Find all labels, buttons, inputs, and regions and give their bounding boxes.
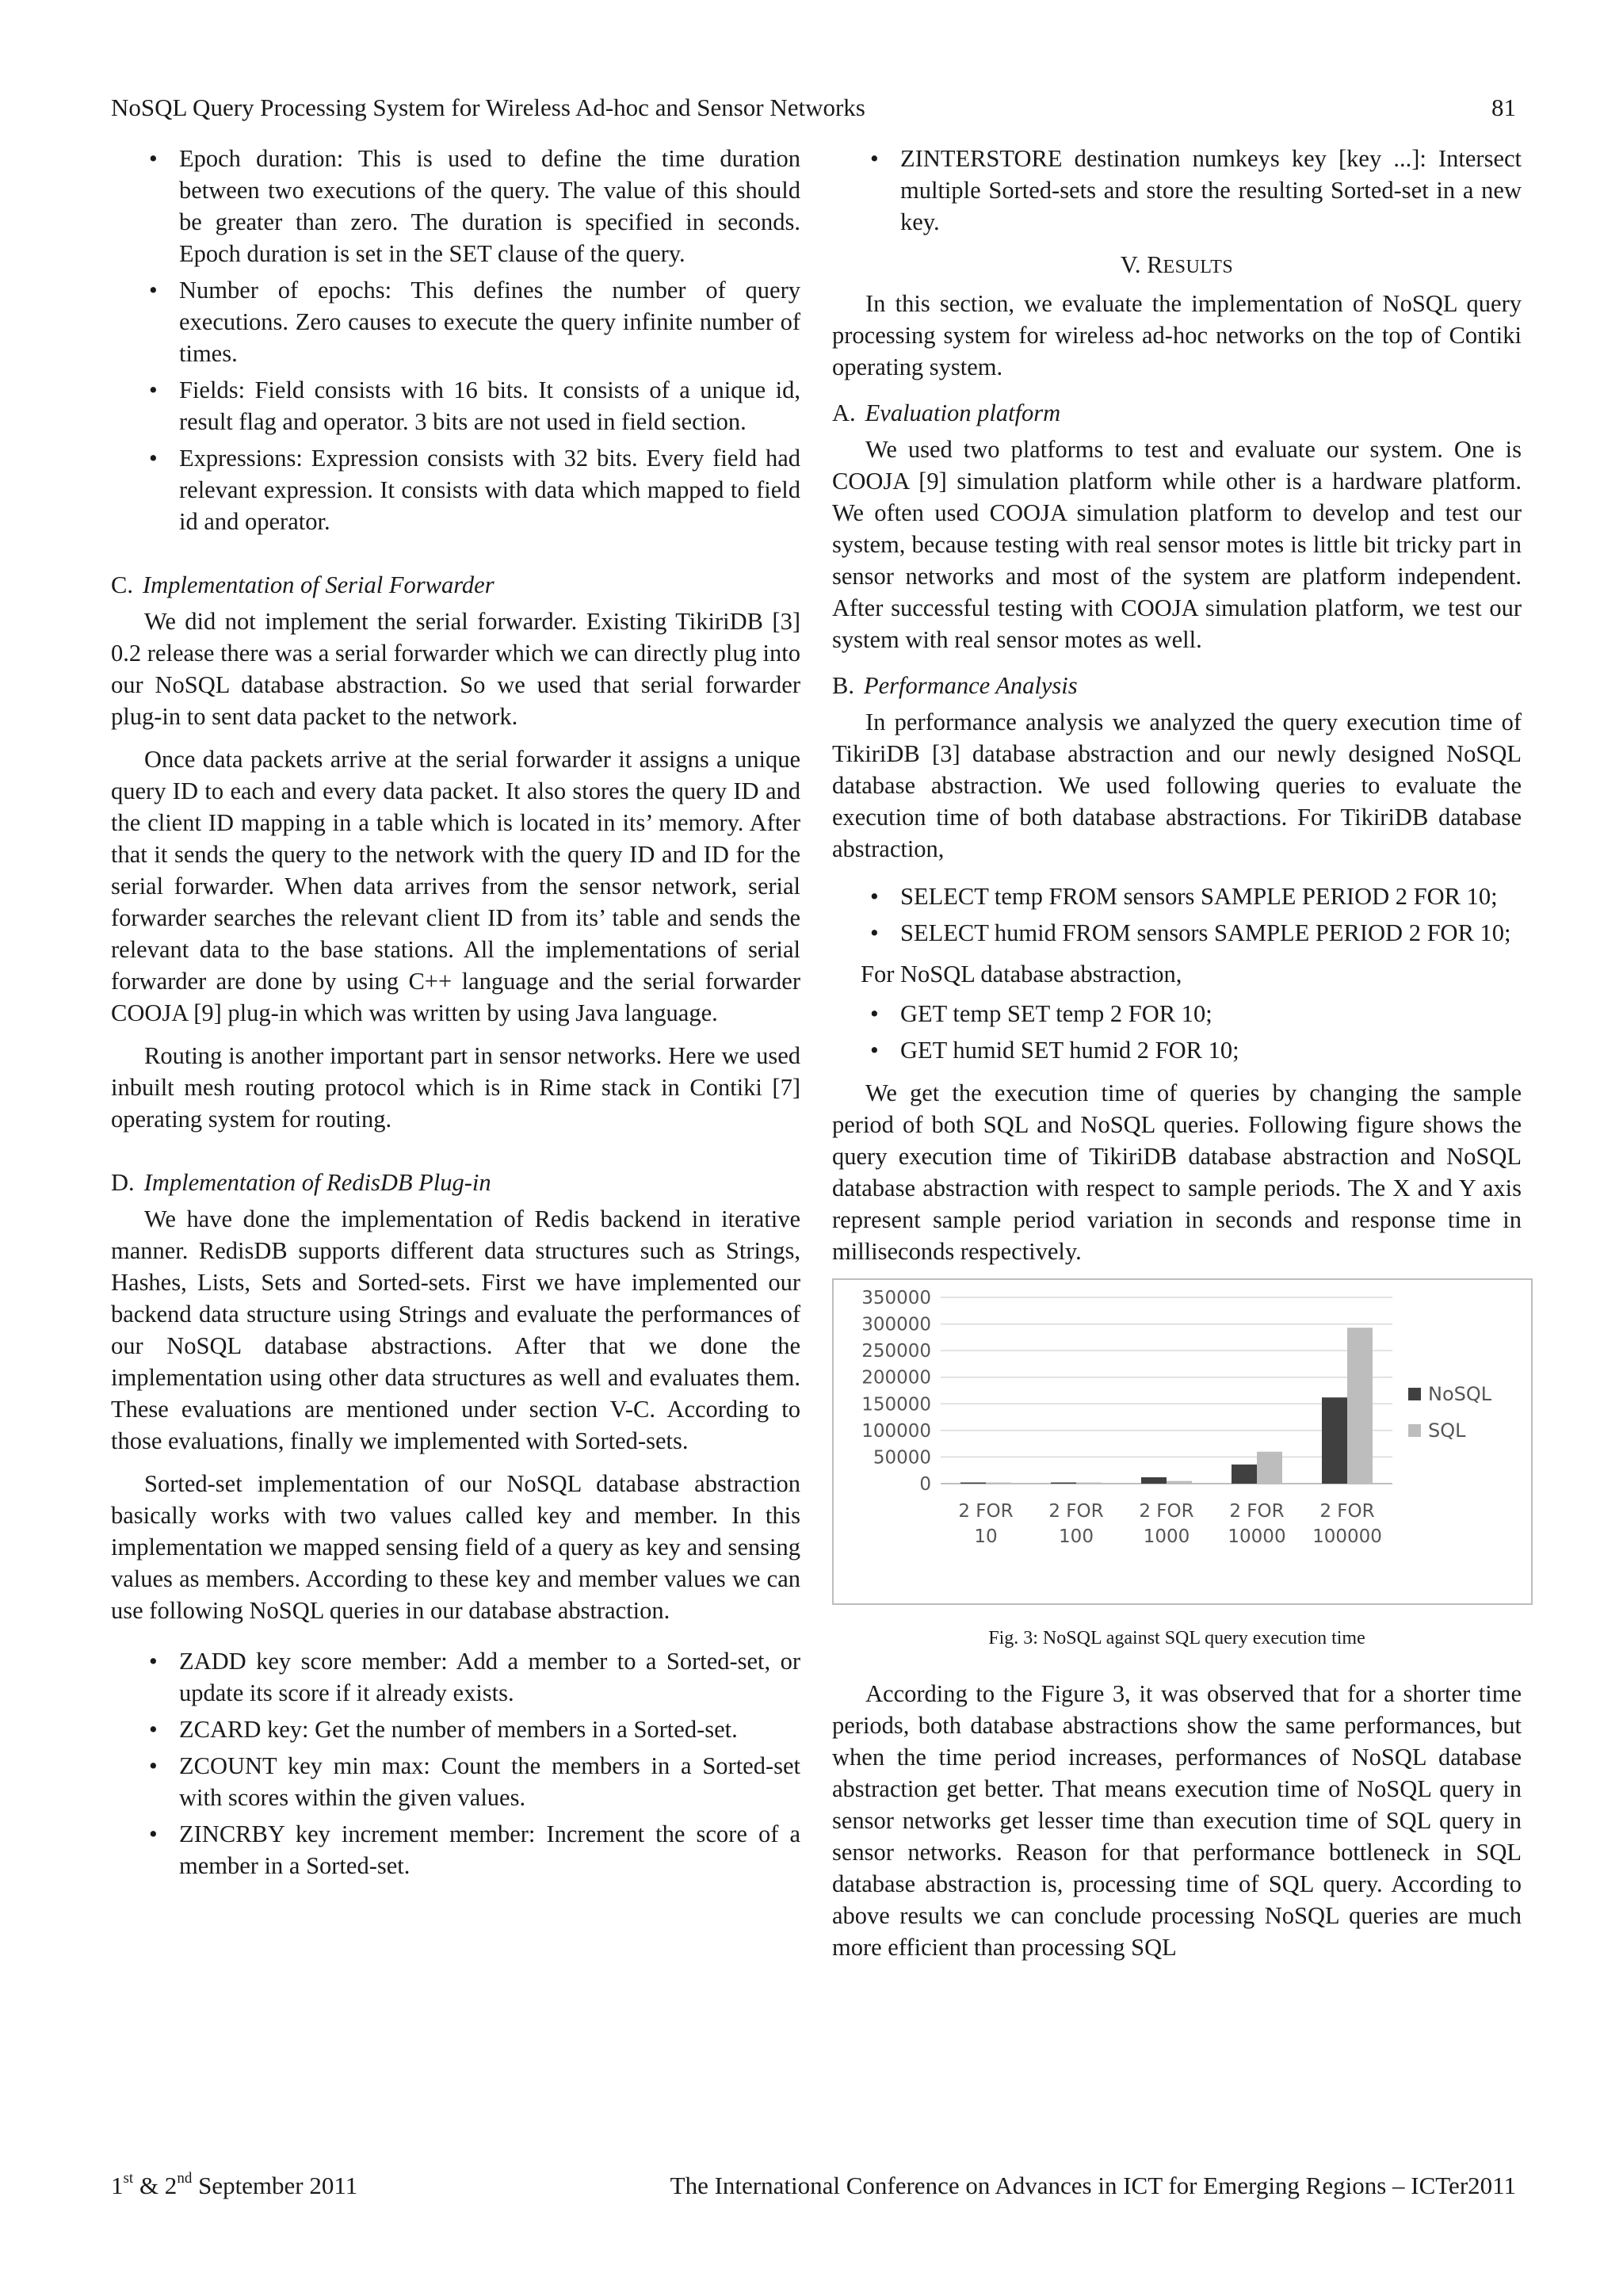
epoch-bullet-list	[111, 143, 800, 537]
list-item: • ZINCRBY key increment member: Increment the score of a member in a Sorted-set.	[111, 1818, 800, 1881]
y-tick-label: 0	[919, 1474, 931, 1495]
section-a-heading: A. Evaluation platform	[832, 399, 1061, 426]
sql-query-list	[832, 881, 1522, 949]
bullet-icon: •	[149, 1820, 158, 1847]
paragraph: We used two platforms to test and evaluate our system. One is COOJA [9] simulation platform while other is a hardware platform. We often used COOJA simulation platform to develop and test our system, because testing with real sensor motes is little bit tricky part in sensor networks and most of the system are platform independent. After successful testing with COOJA simulation platform, we test our system with real sensor motes as well.	[832, 436, 1522, 653]
x-tick-label: 2 FOR	[1229, 1501, 1285, 1522]
paragraph: We have done the implementation of Redis backend in iterative manner. RedisDB supports different data structures such as Strings, Hashes, Lists, Sets and Sorted-sets. First we have implemented our backend data structure using Strings and evaluate the performances of our NoSQL database abstractions. After that we done the implementation using other data structures as well and evaluates them. These evaluations are mentioned under section V-C. According to those evaluations, finally we implemented with Sorted-sets.	[111, 1205, 800, 1454]
bullet-icon: •	[149, 445, 158, 472]
x-tick-label: 100000	[1312, 1526, 1382, 1547]
bullet-icon: •	[870, 883, 879, 910]
chart-svg	[834, 1280, 1531, 1603]
bullet-icon: •	[870, 145, 879, 172]
zinterstore-list	[832, 143, 1522, 238]
list-item: • Epoch duration: This is used to define the time duration between two executions of the query. The value of this should be greater than zero. The duration is specified in seconds. Epoch duration is set in the SET clause of the query.	[111, 143, 800, 269]
bullet-icon: •	[870, 919, 879, 946]
legend-swatch-sql	[1408, 1424, 1421, 1437]
section-b-heading: B. Performance Analysis	[832, 672, 1078, 699]
paragraph: Sorted-set implementation of our NoSQL database abstraction basically works with two values called key and member. In this implementation we mapped sensing field of a query as key and sensing values as members. According to these key and member values we can use following NoSQL queries in our database abstraction.	[111, 1470, 800, 1624]
list-item: • ZINTERSTORE destination numkeys key [key ...]: Intersect multiple Sorted-sets and store the resulting Sorted-set in a new key.	[832, 143, 1522, 238]
legend-label-sql: SQL	[1428, 1419, 1466, 1442]
y-tick-label: 150000	[861, 1394, 931, 1415]
figure-caption: Fig. 3: NoSQL against SQL query execution time	[988, 1628, 1365, 1648]
bullet-icon: •	[870, 1037, 879, 1064]
x-tick-label: 2 FOR	[1319, 1501, 1375, 1522]
bullet-icon: •	[149, 277, 158, 304]
x-tick-label: 100	[1059, 1526, 1094, 1547]
list-item: • SELECT humid FROM sensors SAMPLE PERIOD 2 FOR 10;	[832, 917, 1522, 949]
bullet-icon: •	[149, 376, 158, 403]
section-c-heading: C. Implementation of Serial Forwarder	[111, 571, 495, 598]
list-item: • Fields: Field consists with 16 bits. It consists of a unique id, result flag and operator. 3 bits are not used in field section.	[111, 374, 800, 437]
section-d-heading: D. Implementation of RedisDB Plug-in	[111, 1169, 491, 1196]
list-item: • ZCOUNT key min max: Count the members in a Sorted-set with scores within the given values.	[111, 1750, 800, 1813]
bar-sql	[1257, 1452, 1282, 1484]
list-item: • ZADD key score member: Add a member to a Sorted-set, or update its score if it already exists.	[111, 1645, 800, 1709]
x-tick-label: 10	[974, 1526, 998, 1547]
x-tick-label: 2 FOR	[958, 1501, 1014, 1522]
list-item: • Expressions: Expression consists with 32 bits. Every field had relevant expression. It consists with data which mapped to field id and operator.	[111, 442, 800, 537]
paragraph: We get the execution time of queries by changing the sample period of both SQL and NoSQL queries. Following figure shows the query execution time of TikiriDB database abstraction and NoSQL database abstraction with respect to sample periods. The X and Y axis represent sample period variation in seconds and response time in milliseconds respectively.	[832, 1079, 1522, 1265]
y-tick-label: 250000	[861, 1341, 931, 1362]
bar-sql	[1347, 1328, 1373, 1484]
running-title: NoSQL Query Processing System for Wireless Ad-hoc and Sensor Networks	[111, 94, 865, 121]
nosql-query-list	[832, 998, 1522, 1066]
bullet-icon: •	[149, 1716, 158, 1743]
bar-nosql	[1232, 1465, 1257, 1484]
y-tick-label: 100000	[861, 1420, 931, 1442]
bar-nosql	[1141, 1477, 1167, 1484]
paragraph: Routing is another important part in sensor networks. Here we used inbuilt mesh routing protocol which is in Rime stack in Contiki [7] operating system for routing.	[111, 1042, 800, 1133]
right-column	[832, 143, 1522, 1974]
x-tick-label: 2 FOR	[1139, 1501, 1194, 1522]
bullet-icon: •	[870, 1000, 879, 1027]
bar-sql	[1167, 1481, 1192, 1484]
y-tick-label: 350000	[861, 1288, 931, 1308]
legend-label-nosql: NoSQL	[1428, 1383, 1492, 1405]
bullet-icon: •	[149, 1648, 158, 1675]
bar-nosql	[1051, 1483, 1076, 1484]
footer-conference: The International Conference on Advances in ICT for Emerging Regions – ICTer2011	[670, 2172, 1516, 2199]
paragraph: According to the Figure 3, it was observed that for a shorter time periods, both database abstractions show the same performances, but when the time period increases, performances of NoSQL database abstraction get better. That means execution time of NoSQL query in sensor networks get lesser time than execution time of SQL query in sensor networks. Reason for that performance bottleneck in SQL database abstraction is, processing time of SQL query. According to above results we can conclude processing NoSQL queries are much more efficient than processing SQL	[832, 1680, 1522, 1961]
bar-nosql	[960, 1483, 986, 1484]
bar-sql	[1076, 1483, 1102, 1484]
x-tick-label: 2 FOR	[1048, 1501, 1104, 1522]
bar-sql	[986, 1483, 1011, 1484]
page-number: 81	[1491, 94, 1516, 121]
list-item: • GET humid SET humid 2 FOR 10;	[832, 1034, 1522, 1066]
y-tick-label: 200000	[861, 1367, 931, 1389]
paragraph: In performance analysis we analyzed the query execution time of TikiriDB [3] database abstraction and our newly designed NoSQL database abstraction. We used following queries to evaluate the execution time of both database abstractions. For TikiriDB database abstraction,	[832, 709, 1522, 862]
bullet-icon: •	[149, 1752, 158, 1779]
section-v-heading: V. RESULTS	[1120, 251, 1234, 278]
list-item: • ZCARD key: Get the number of members in a Sorted-set.	[111, 1713, 800, 1745]
left-column	[111, 143, 800, 1899]
legend-swatch-nosql	[1408, 1388, 1421, 1400]
list-item: • GET temp SET temp 2 FOR 10;	[832, 998, 1522, 1030]
paragraph: In this section, we evaluate the implementation of NoSQL query processing system for wireless ad-hoc networks on the top of Contiki operating system.	[832, 290, 1522, 380]
bullet-icon: •	[149, 145, 158, 172]
paragraph: Once data packets arrive at the serial forwarder it assigns a unique query ID to each and every data packet. It also stores the query ID and the client ID mapping in a table which is located in its’ memory. After that it sends the query to the network with the query ID and ID for the serial forwarder. When data arrives from the sensor network, serial forwarder searches the relevant client ID from its’ table and sends the relevant data to the base stations. All the implementations of serial forwarder are done by using C++ language and the serial forwarder COOJA [9] plug-in which was written by using Java language.	[111, 746, 800, 1026]
redis-command-list	[111, 1645, 800, 1881]
y-tick-label: 50000	[873, 1447, 931, 1469]
x-tick-label: 10000	[1228, 1526, 1286, 1547]
list-item: • SELECT temp FROM sensors SAMPLE PERIOD 2 FOR 10;	[832, 881, 1522, 912]
paragraph: We did not implement the serial forwarder. Existing TikiriDB [3] 0.2 release there was a serial forwarder which we can directly plug into our NoSQL database abstraction. So we used that serial forwarder plug-in to sent data packet to the network.	[111, 608, 800, 730]
nosql-intro: For NoSQL database abstraction,	[861, 961, 1182, 988]
x-tick-label: 1000	[1143, 1526, 1190, 1547]
y-tick-label: 300000	[861, 1314, 931, 1335]
execution-time-chart	[832, 1278, 1533, 1605]
footer-date: 1st & 2nd September 2011	[111, 2170, 358, 2199]
list-item: • Number of epochs: This defines the number of query executions. Zero causes to execute the query infinite number of times.	[111, 274, 800, 369]
bar-nosql	[1322, 1397, 1347, 1484]
